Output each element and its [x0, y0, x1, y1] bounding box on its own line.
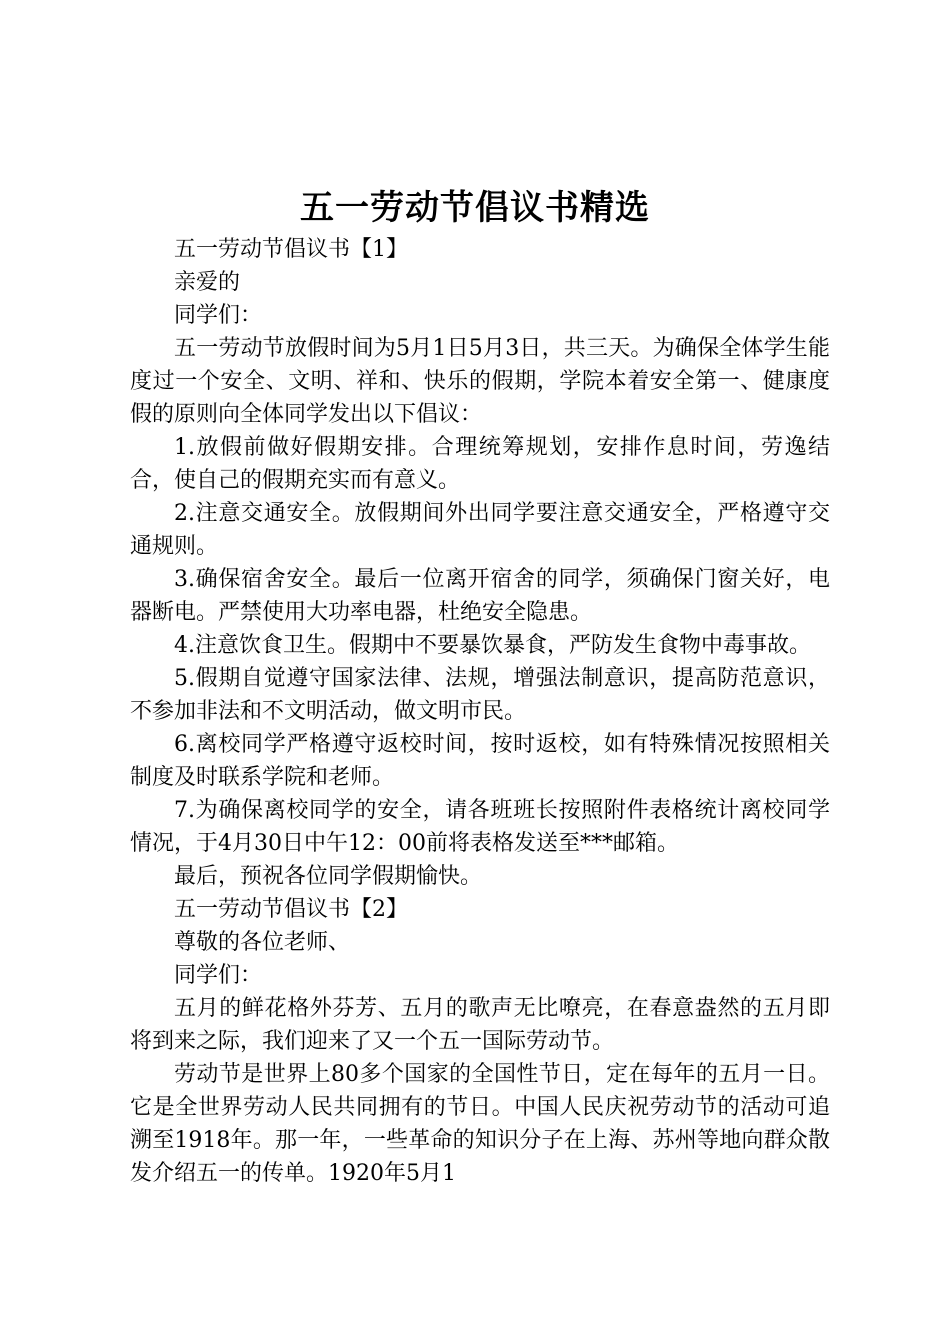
list-item: 2.注意交通安全。放假期间外出同学要注意交通安全，严格遵守交通规则。 — [130, 501, 830, 559]
list-item: 4.注意饮食卫生。假期中不要暴饮暴食，严防发生食物中毒事故。 — [174, 633, 811, 658]
document-title: 五一劳动节倡议书精选 — [300, 188, 650, 228]
salutation-line: 尊敬的各位老师、 — [174, 930, 351, 955]
salutation-line: 亲爱的 — [174, 270, 241, 295]
body-paragraph: 五月的鲜花格外芬芳、五月的歌声无比嘹亮，在春意盎然的五月即将到来之际，我们迎来了又一个五一国际劳动节。 — [130, 996, 830, 1054]
section-heading-2: 五一劳动节倡议书【2】 — [174, 897, 408, 922]
list-item: 5.假期自觉遵守国家法律、法规，增强法制意识，提高防范意识，不参加非法和不文明活动，做文明市民。 — [130, 666, 830, 724]
closing-paragraph: 最后，预祝各位同学假期愉快。 — [174, 864, 483, 889]
list-item: 3.确保宿舍安全。最后一位离开宿舍的同学，须确保门窗关好，电器断电。严禁使用大功率电器，杜绝安全隐患。 — [130, 567, 830, 625]
list-item: 1.放假前做好假期安排。合理统筹规划，安排作息时间，劳逸结合，使自己的假期充实而有意义。 — [130, 435, 830, 493]
list-item: 7.为确保离校同学的安全，请各班班长按照附件表格统计离校同学情况，于4月30日中午12：00前将表格发送至***邮箱。 — [130, 798, 830, 856]
list-item: 6.离校同学严格遵守返校时间，按时返校，如有特殊情况按照相关制度及时联系学院和老师。 — [130, 732, 830, 790]
section-heading-1: 五一劳动节倡议书【1】 — [174, 237, 408, 262]
salutation-line: 同学们： — [174, 963, 263, 988]
document-body — [130, 233, 830, 1190]
body-paragraph: 劳动节是世界上80多个国家的全国性节日，定在每年的五月一日。它是全世界劳动人民共同拥有的节日。中国人民庆祝劳动节的活动可追溯至1918年。那一年，一些革命的知识分子在上海、苏州等地向群众散发介绍五一的传单。1920年5月1 — [130, 1062, 830, 1186]
salutation-line: 同学们： — [174, 303, 263, 328]
body-paragraph: 五一劳动节放假时间为5月1日5月3日，共三天。为确保全体学生能度过一个安全、文明、祥和、快乐的假期，学院本着安全第一、健康度假的原则向全体同学发出以下倡议： — [130, 336, 830, 427]
